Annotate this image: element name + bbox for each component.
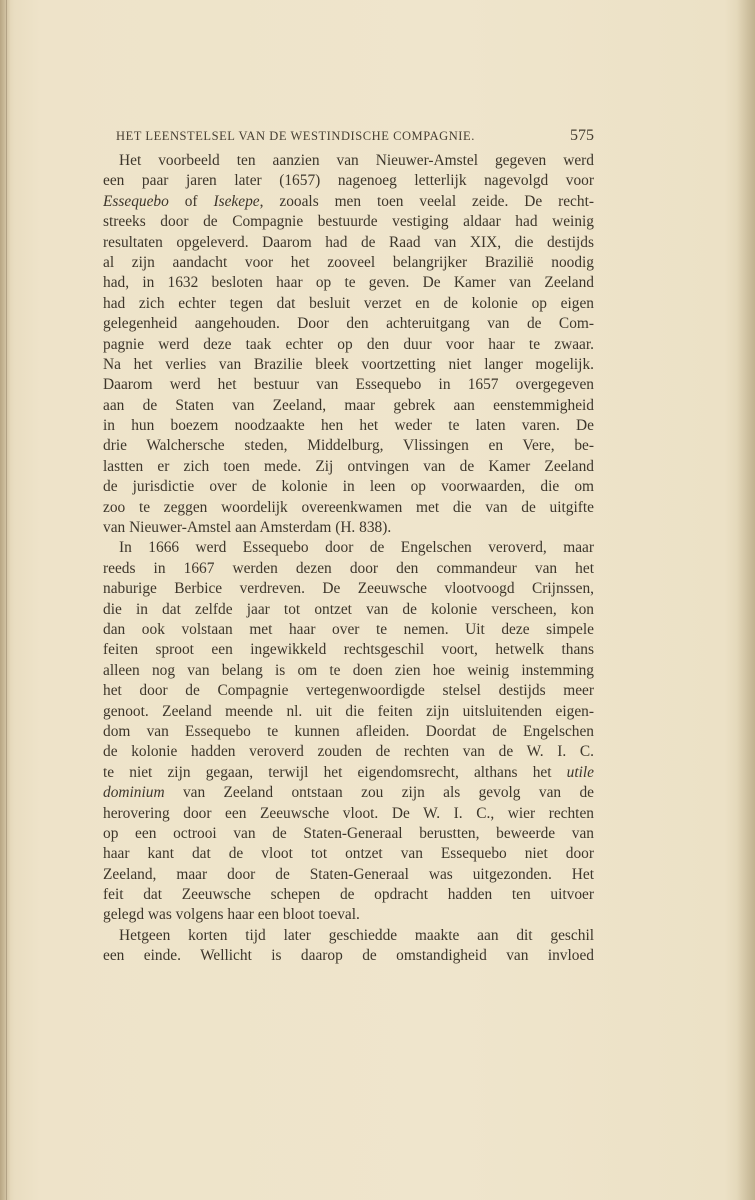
text-segment: van Zeeland ontstaan zou zijn als gevolg van de [164,784,594,802]
text-line: gelegenheid aangehouden. Door den achteruitgang van de Com- [103,315,594,333]
text-line: al zijn aandacht voor het zooveel belangrijker Brazilië noodig [103,253,594,271]
text-line: Zeeland, maar door de Staten-Generaal was uitgezonden. Het [103,865,594,883]
text-line: naburige Berbice verdreven. De Zeeuwsche vlootvoogd Crijnssen, [103,580,594,598]
text-line: pagnie werd deze taak echter op den duur voor haar te zwaar. [103,335,594,353]
text-line: Daarom werd het bestuur van Essequebo in 1657 overgegeven [103,376,594,394]
running-header [116,127,594,149]
text-line: feit dat Zeeuwsche schepen de opdracht hadden ten uitvoer [103,886,594,904]
text-line: drie Walchersche steden, Middelburg, Vlissingen en Vere, be- [103,437,594,455]
italic-term: dominium [103,784,165,802]
text-line: resultaten opgeleverd. Daarom had de Raad van XIX, die destijds [103,233,594,251]
text-line: herovering door een Zeeuwsche vloot. De W. I. C., wier rechten [103,804,594,822]
text-line: feiten sproot een ingewikkeld rechtsgeschil voort, hetwelk thans [103,641,594,659]
italic-place-name: Essequebo [103,192,169,210]
text-line [103,783,594,803]
text-line: op een octrooi van de Staten-Generaal berustten, beweerde van [103,824,594,842]
text-line: zoo te zeggen woordelijk overeenkwamen met die van de uitgifte [103,498,594,516]
text-line: het door de Compagnie vertegenwoordigde stelsel destijds meer [103,682,594,700]
text-line: de kolonie hadden veroverd zouden de rechten van de W. I. C. [103,743,594,761]
page-edge-shadow [737,0,755,1200]
italic-place-name: Isekepe [213,192,260,210]
text-line: Het voorbeeld ten aanzien van Nieuwer-Amstel gegeven werd [119,152,594,169]
text-line: had zich echter tegen dat besluit verzet en de kolonie op eigen [103,294,594,312]
text-line: die in dat zelfde jaar tot ontzet van de kolonie verscheen, kon [103,600,594,618]
page-number: 575 [570,127,594,144]
text-line: reeds in 1667 werden dezen door den commandeur van het [103,559,594,577]
text-segment: , zooals men toen veelal zeide. De recht- [259,192,594,210]
body-text [103,151,594,967]
running-title: HET LEENSTELSEL VAN DE WESTINDISCHE COMPAGNIE. [116,129,475,143]
text-line: dan ook volstaan met haar over te nemen. Uit deze simpele [103,620,594,638]
italic-term: utile [566,763,594,781]
text-line: had, in 1632 besloten haar op te geven. De Kamer van Zeeland [103,274,594,292]
text-line: een einde. Wellicht is daarop de omstandigheid van invloed [103,947,594,965]
text-line [103,763,594,783]
text-line: dom van Essequebo te kunnen afleiden. Doordat de Engelschen [103,722,594,740]
text-line: lastten er zich toen mede. Zij ontvingen van de Kamer Zeeland [103,457,594,475]
text-line [103,192,594,212]
text-line: van Nieuwer-Amstel aan Amsterdam (H. 838). [103,519,392,537]
text-line: Na het verlies van Brazilie bleek voortzetting niet langer mogelijk. [103,355,594,373]
text-line: een paar jaren later (1657) nagenoeg letterlijk nagevolgd voor [103,172,594,190]
page-gutter-shadow [0,0,10,1200]
text-line: de jurisdictie over de kolonie in leen op voorwaarden, die om [103,478,594,496]
text-line: In 1666 werd Essequebo door de Engelschen veroverd, maar [119,539,594,557]
text-line: gelegd was volgens haar een bloot toeval. [103,906,360,924]
text-line: alleen nog van belang is om te doen zien hoe weinig instemming [103,661,594,679]
text-line: genoot. Zeeland meende nl. uit die feiten zijn uitsluitenden eigen- [103,702,594,720]
page-gutter-line [6,0,7,1200]
text-line: aan de Staten van Zeeland, maar gebrek aan eenstemmigheid [103,396,594,414]
text-line: in hun boezem noodzaakte hen het weder te laten varen. De [103,417,594,435]
text-line: streeks door de Compagnie bestuurde vestiging aldaar had weinig [103,213,594,231]
text-line: Hetgeen korten tijd later geschiedde maakte aan dit geschil [119,926,594,944]
text-segment: te niet zijn gegaan, terwijl het eigendomsrecht, althans het [103,763,567,781]
text-line: haar kant dat de vloot tot ontzet van Essequebo niet door [103,845,594,863]
text-segment: of [168,192,214,210]
